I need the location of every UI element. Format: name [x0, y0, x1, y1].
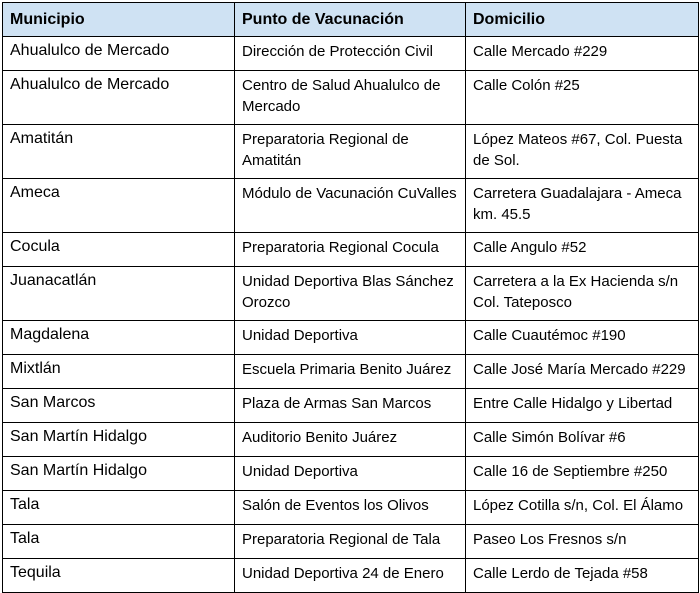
- cell-punto: Auditorio Benito Juárez: [235, 423, 466, 457]
- table-row: [3, 179, 699, 233]
- vaccination-points-table: [2, 2, 699, 593]
- cell-municipio: Magdalena: [3, 321, 235, 355]
- cell-municipio: Ameca: [3, 179, 235, 233]
- cell-domicilio: Calle Lerdo de Tejada #58: [466, 559, 699, 593]
- table-row: [3, 559, 699, 593]
- table-row: [3, 125, 699, 179]
- cell-domicilio: Calle José María Mercado #229: [466, 355, 699, 389]
- cell-domicilio: Carretera Guadalajara - Ameca km. 45.5: [466, 179, 699, 233]
- cell-municipio: Tala: [3, 525, 235, 559]
- table-row: [3, 491, 699, 525]
- cell-municipio: Amatitán: [3, 125, 235, 179]
- vaccination-points-table-container: [2, 2, 698, 593]
- cell-municipio: Tequila: [3, 559, 235, 593]
- cell-punto: Preparatoria Regional de Tala: [235, 525, 466, 559]
- table-header-row: [3, 3, 699, 37]
- table-row: [3, 457, 699, 491]
- cell-municipio: Mixtlán: [3, 355, 235, 389]
- cell-domicilio: Entre Calle Hidalgo y Libertad: [466, 389, 699, 423]
- cell-domicilio: López Mateos #67, Col. Puesta de Sol.: [466, 125, 699, 179]
- cell-punto: Unidad Deportiva Blas Sánchez Orozco: [235, 267, 466, 321]
- cell-municipio: Ahualulco de Mercado: [3, 37, 235, 71]
- cell-punto: Unidad Deportiva 24 de Enero: [235, 559, 466, 593]
- cell-punto: Unidad Deportiva: [235, 321, 466, 355]
- cell-domicilio: Calle Colón #25: [466, 71, 699, 125]
- cell-municipio: Juanacatlán: [3, 267, 235, 321]
- cell-punto: Preparatoria Regional Cocula: [235, 233, 466, 267]
- cell-domicilio: Carretera a la Ex Hacienda s/n Col. Tateposco: [466, 267, 699, 321]
- table-row: [3, 423, 699, 457]
- cell-municipio: San Martín Hidalgo: [3, 423, 235, 457]
- cell-municipio: Tala: [3, 491, 235, 525]
- header-punto-de-vacunacion: Punto de Vacunación: [235, 3, 466, 37]
- header-municipio: Municipio: [3, 3, 235, 37]
- cell-domicilio: Calle Angulo #52: [466, 233, 699, 267]
- cell-domicilio: Calle Mercado #229: [466, 37, 699, 71]
- table-row: [3, 71, 699, 125]
- cell-punto: Unidad Deportiva: [235, 457, 466, 491]
- cell-punto: Módulo de Vacunación CuValles: [235, 179, 466, 233]
- cell-punto: Plaza de Armas San Marcos: [235, 389, 466, 423]
- cell-domicilio: López Cotilla s/n, Col. El Álamo: [466, 491, 699, 525]
- table-row: [3, 233, 699, 267]
- cell-municipio: San Martín Hidalgo: [3, 457, 235, 491]
- table-row: [3, 525, 699, 559]
- cell-municipio: Cocula: [3, 233, 235, 267]
- header-domicilio: Domicilio: [466, 3, 699, 37]
- cell-municipio: San Marcos: [3, 389, 235, 423]
- table-row: [3, 321, 699, 355]
- cell-punto: Dirección de Protección Civil: [235, 37, 466, 71]
- cell-domicilio: Calle Cuautémoc #190: [466, 321, 699, 355]
- table-row: [3, 37, 699, 71]
- table-row: [3, 389, 699, 423]
- table-row: [3, 355, 699, 389]
- cell-punto: Escuela Primaria Benito Juárez: [235, 355, 466, 389]
- cell-punto: Preparatoria Regional de Amatitán: [235, 125, 466, 179]
- cell-domicilio: Calle 16 de Septiembre #250: [466, 457, 699, 491]
- cell-domicilio: Paseo Los Fresnos s/n: [466, 525, 699, 559]
- cell-municipio: Ahualulco de Mercado: [3, 71, 235, 125]
- cell-domicilio: Calle Simón Bolívar #6: [466, 423, 699, 457]
- table-row: [3, 267, 699, 321]
- cell-punto: Salón de Eventos los Olivos: [235, 491, 466, 525]
- cell-punto: Centro de Salud Ahualulco de Mercado: [235, 71, 466, 125]
